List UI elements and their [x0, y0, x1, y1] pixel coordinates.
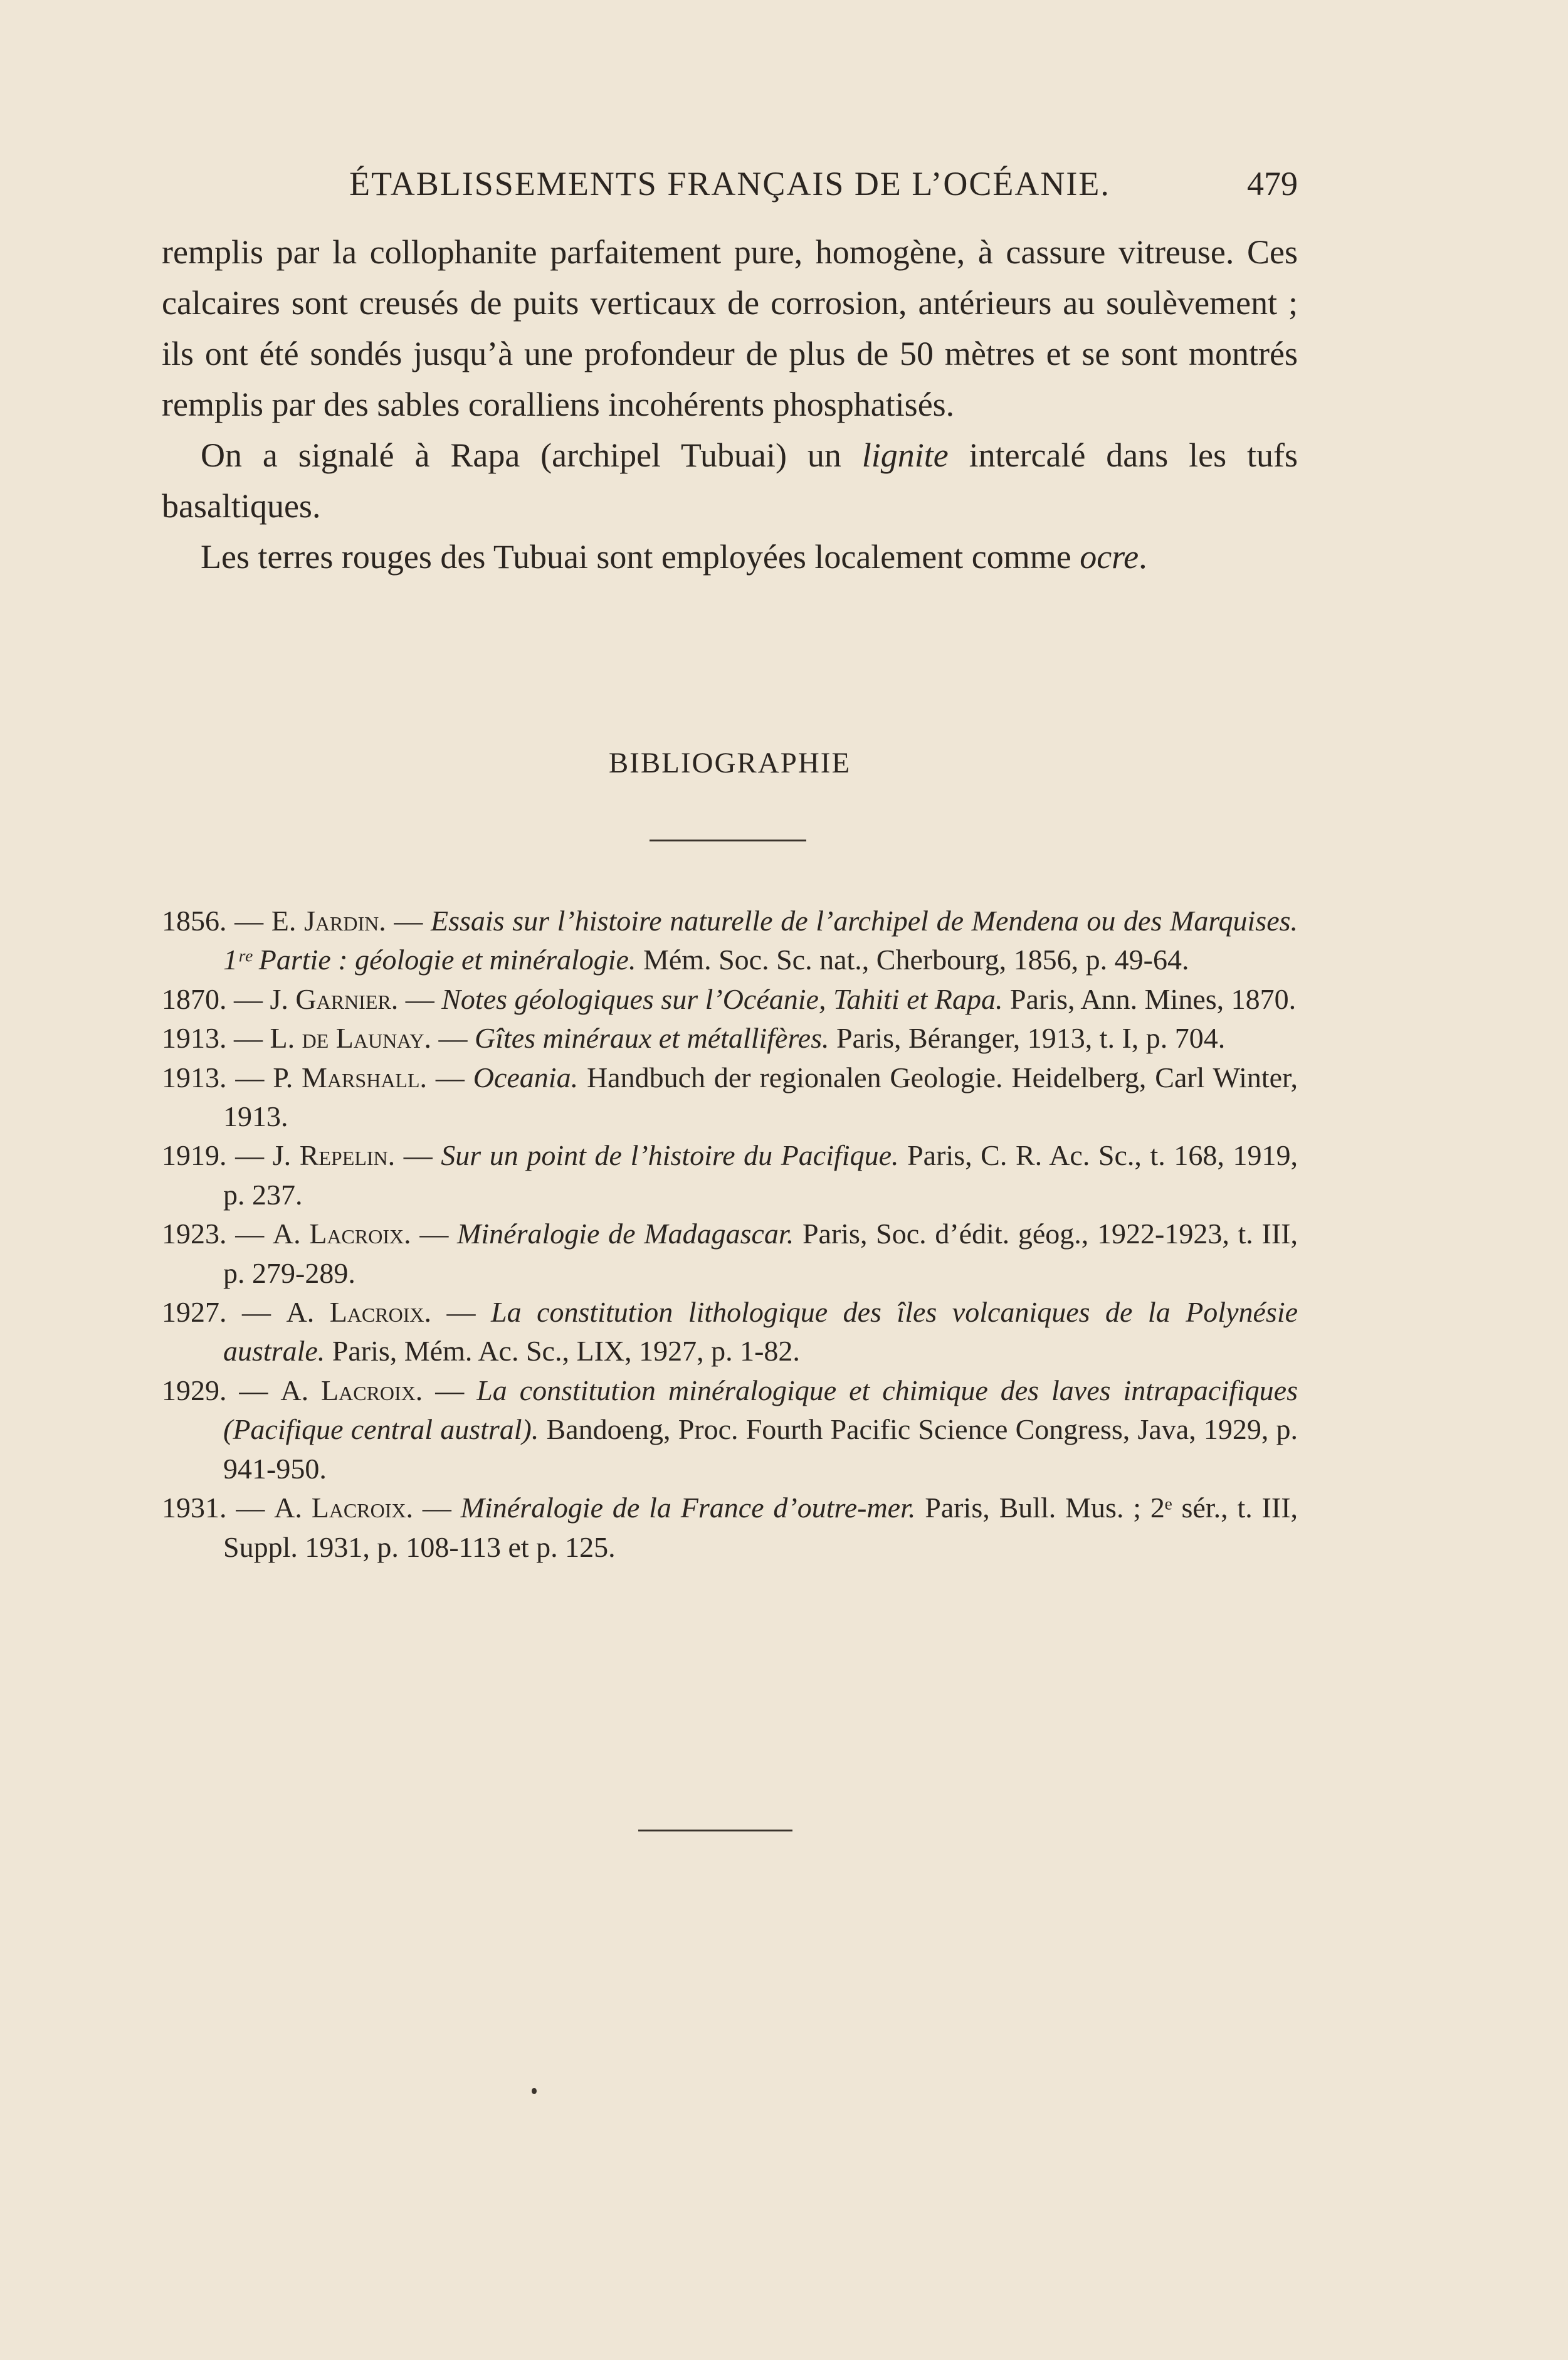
body-paragraph — [162, 430, 1298, 532]
entry-author: P. Marshall. — [273, 1061, 428, 1093]
entry-details: Bandoeng, Proc. Fourth Pacific Science Congress, Java, 1929, p. 941-950. — [223, 1413, 1298, 1485]
end-rule — [638, 1830, 792, 1831]
entry-title: Gîtes minéraux et métallifères. — [474, 1022, 829, 1055]
bibliography-entry: 1919. — J. Repelin. — Sur un point de l’histoire du Pacifique. Paris, C. R. Ac. Sc., t. 168, 1919, p. 237. — [162, 1139, 1298, 1211]
bibliography-entry: 1913. — P. Marshall. — Oceania. Handbuch der regionalen Geologie. Heidelberg, Carl Winter, 1913. — [162, 1061, 1298, 1133]
page-number: 479 — [1247, 165, 1298, 203]
entry-details: Paris, C. R. Ac. Sc., t. 168, 1919, p. 237. — [223, 1139, 1298, 1211]
entry-details: Paris, Soc. d’édit. géog., 1922-1923, t. III, p. 279-289. — [223, 1218, 1298, 1289]
entry-year: 1870. — [162, 982, 227, 1015]
entry-year: 1913. — [162, 1022, 227, 1055]
entry-author: A. Lacroix. — [274, 1492, 413, 1524]
entry-author: J. Repelin. — [272, 1139, 396, 1172]
running-title: ÉTABLISSEMENTS FRANÇAIS DE L’OCÉANIE. — [349, 165, 1110, 203]
bibliography-heading: BIBLIOGRAPHIE — [608, 747, 851, 779]
entry-title: Essais sur l’histoire naturelle de l’archipel de Mendena ou des Marquises. 1ʳᵉ Partie : géologie et minéralogie. — [223, 905, 1298, 976]
entry-author: A. Lacroix. — [286, 1296, 431, 1329]
entry-year: 1927. — [162, 1296, 227, 1329]
paragraph-text: remplis par la collophanite parfaitement pure, homogène, à cassure vitreuse. Ces calcaires sont creusés de puits verticaux de corrosion, antérieurs au soulèvement ; ils ont été sondés jusqu’à une profondeur de plus de 50 mètres et se sont montrés remplis par des sables coralliens incohérents phosphatisés. — [162, 233, 1298, 423]
paragraph-text: intercalé dans les tufs basaltiques. — [162, 436, 1298, 525]
entry-details: Mém. Soc. Sc. nat., Cherbourg, 1856, p. 49-64. — [636, 944, 1189, 976]
ink-speck — [532, 2088, 537, 2094]
entry-year: 1919. — [162, 1139, 227, 1172]
entry-details: Paris, Bull. Mus. ; 2ᵉ sér., t. III, Suppl. 1931, p. 108-113 et p. 125. — [223, 1492, 1298, 1563]
bibliography-entry: 1870. — J. Garnier. — Notes géologiques sur l’Océanie, Tahiti et Rapa. Paris, Ann. Mines, 1870. — [162, 982, 1297, 1015]
body-paragraph — [162, 227, 1298, 430]
bibliography-entry: 1913. — L. de Launay. — Gîtes minéraux et métallifères. Paris, Béranger, 1913, t. I, p. 704. — [162, 1022, 1226, 1055]
entry-author: L. de Launay. — [270, 1022, 431, 1055]
entry-details: Handbuch der regionalen Geologie. Heidelberg, Carl Winter, 1913. — [223, 1061, 1298, 1133]
entry-title: Notes géologiques sur l’Océanie, Tahiti et Rapa. — [441, 982, 1003, 1015]
entry-title: Minéralogie de la France d’outre-mer. — [460, 1492, 916, 1524]
entry-year: 1913. — [162, 1061, 227, 1093]
paragraph-text: . — [1139, 538, 1147, 576]
entry-title: Minéralogie de Madagascar. — [457, 1218, 794, 1250]
bibliography-entry: 1931. — A. Lacroix. — Minéralogie de la France d’outre-mer. Paris, Bull. Mus. ; 2ᵉ sér., t. III, Suppl. 1931, p. 108-113 et p. 125. — [162, 1492, 1298, 1563]
section-rule — [650, 840, 806, 841]
entry-year: 1923. — [162, 1218, 227, 1250]
entry-title: La constitution lithologique des îles volcaniques de la Polynésie australe. — [223, 1296, 1298, 1367]
paragraph-text: Les terres rouges des Tubuai sont employées localement comme — [201, 538, 1080, 576]
entry-details: Paris, Ann. Mines, 1870. — [1002, 982, 1297, 1015]
entry-author: A. Lacroix. — [280, 1374, 423, 1406]
bibliography-entry: 1927. — A. Lacroix. — La constitution lithologique des îles volcaniques de la Polynésie australe. Paris, Mém. Ac. Sc., LIX, 1927, p. 1-82. — [162, 1296, 1298, 1367]
entry-year: 1929. — [162, 1374, 227, 1406]
entry-year: 1856. — [162, 905, 227, 937]
entry-details: Paris, Béranger, 1913, t. I, p. 704. — [829, 1022, 1226, 1055]
bibliography-entry: 1929. — A. Lacroix. — La constitution minéralogique et chimique des laves intrapacifiques (Pacifique central austral). Bandoeng, Proc. Fourth Pacific Science Congress, Java, 1929, p. 941-950. — [162, 1374, 1298, 1485]
running-head — [162, 164, 1298, 208]
entry-author: A. Lacroix. — [272, 1218, 411, 1250]
entry-details: Paris, Mém. Ac. Sc., LIX, 1927, p. 1-82. — [325, 1335, 800, 1367]
entry-title: La constitution minéralogique et chimique des laves intrapacifiques (Pacifique central austral). — [223, 1374, 1298, 1446]
bibliography-entry: 1923. — A. Lacroix. — Minéralogie de Madagascar. Paris, Soc. d’édit. géog., 1922-1923, t. III, p. 279-289. — [162, 1218, 1298, 1289]
entry-author: E. Jardin. — [271, 905, 386, 937]
bibliography-list — [162, 902, 1298, 1567]
italic-term: ocre — [1080, 538, 1139, 576]
entry-author: J. Garnier. — [270, 982, 399, 1015]
entry-title: Oceania. — [473, 1061, 579, 1093]
body-paragraph — [162, 532, 1298, 582]
bibliography-entry: 1856. — E. Jardin. — Essais sur l’histoire naturelle de l’archipel de Mendena ou des Marquises. 1ʳᵉ Partie : géologie et minéralogie. Mém. Soc. Sc. nat., Cherbourg, 1856, p. 49-64. — [162, 905, 1298, 976]
italic-term: lignite — [861, 436, 949, 474]
entry-title: Sur un point de l’histoire du Pacifique. — [441, 1139, 899, 1172]
body-text — [162, 227, 1298, 582]
entry-year: 1931. — [162, 1492, 227, 1524]
paragraph-text: On a signalé à Rapa (archipel Tubuai) un — [201, 436, 862, 474]
